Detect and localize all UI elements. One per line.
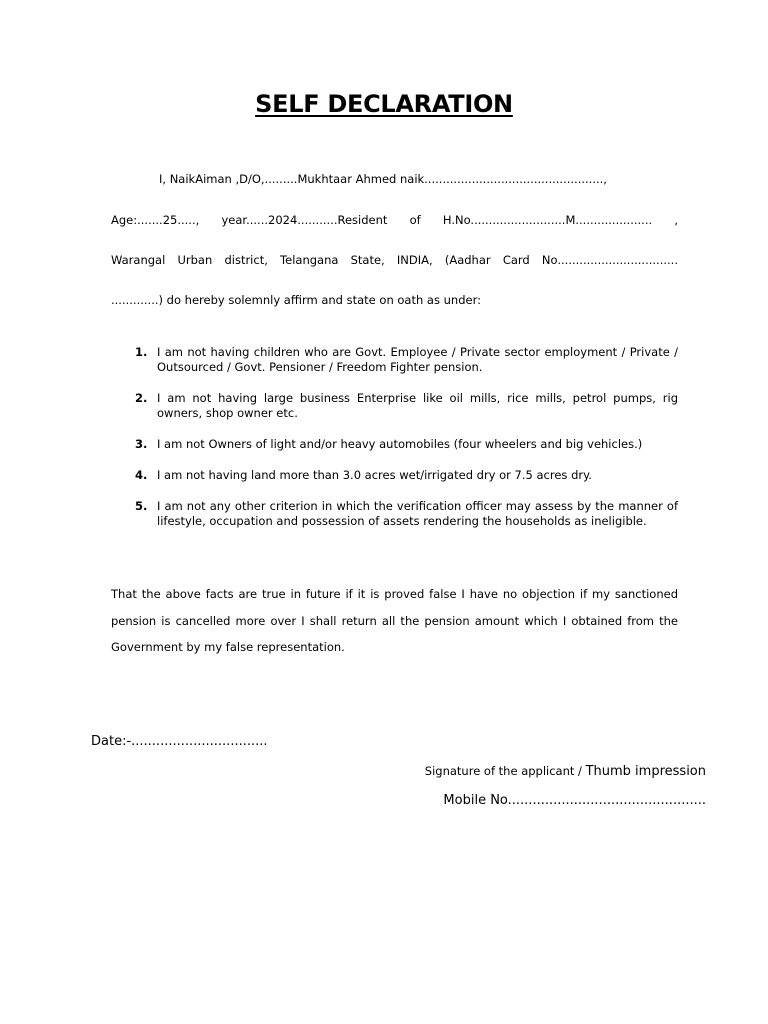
- list-item-text: I am not any other criterion in which the verification officer may assess by the manner of lifestyle, occupation and possession of assets rendering the households as ineligible.: [157, 499, 678, 528]
- document-title: SELF DECLARATION: [255, 90, 513, 118]
- list-item-number: 4.: [135, 468, 148, 482]
- list-item: [111, 437, 678, 452]
- list-item-number: 5.: [135, 499, 148, 513]
- list-item: [111, 345, 678, 375]
- thumb-impression-label: Thumb impression: [585, 764, 706, 779]
- signature-label: Signature of the applicant /: [424, 764, 586, 778]
- list-item-number: 2.: [135, 391, 148, 405]
- list-item-text: I am not Owners of light and/or heavy automobiles (four wheelers and big vehicles.): [157, 437, 643, 451]
- list-item-text: I am not having children who are Govt. Employee / Private sector employment / Private / Outsourced / Govt. Pensioner / Freedom Fighter pension.: [157, 345, 678, 374]
- declaration-list: [111, 345, 678, 529]
- list-item: [111, 468, 678, 483]
- date-field: Date:-.................................: [91, 734, 268, 749]
- mobile-field: Mobile No................................................: [443, 793, 706, 808]
- intro-line-name: I, NaikAiman ,D/O,.........Mukhtaar Ahmed naik.................................................,: [159, 172, 607, 186]
- list-item: [111, 499, 678, 529]
- list-item-text: I am not having large business Enterprise like oil mills, rice mills, petrol pumps, rig owners, shop owner etc.: [157, 391, 678, 420]
- list-item-number: 3.: [135, 437, 148, 451]
- intro-line-address: Warangal Urban district, Telangana State, INDIA, (Aadhar Card No.................................: [111, 253, 678, 267]
- list-item: [111, 391, 678, 421]
- intro-line-age: Age:.......25....., year......2024...........Resident of H.No..........................M..................... ,: [111, 213, 678, 227]
- signature-line: [425, 764, 706, 779]
- closing-paragraph: That the above facts are true in future if it is proved false I have no objection if my sanctioned pension is cancelled more over I shall return all the pension amount which I obtained from the Government by my false representation.: [111, 587, 678, 654]
- list-item-text: I am not having land more than 3.0 acres wet/irrigated dry or 7.5 acres dry.: [157, 468, 592, 482]
- intro-line-affirm: .............) do hereby solemnly affirm and state on oath as under:: [111, 293, 481, 307]
- list-item-number: 1.: [135, 345, 148, 359]
